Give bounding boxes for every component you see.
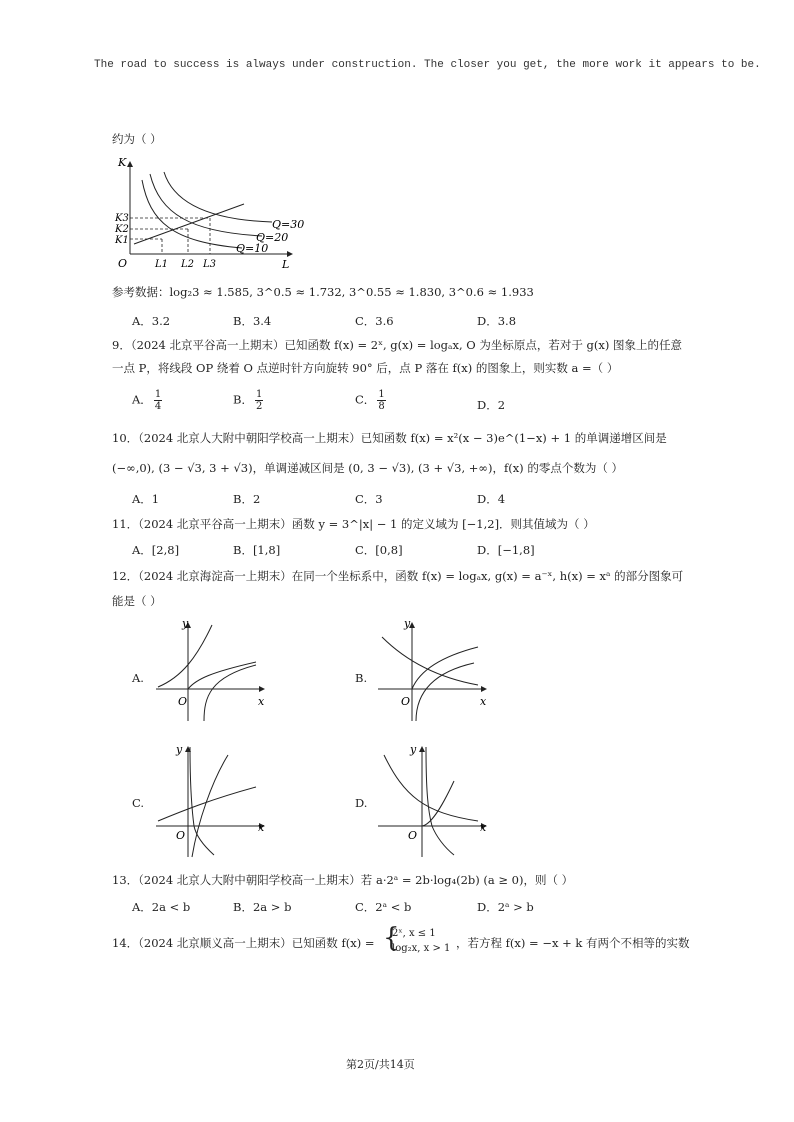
q8-q20: Q=20 — [256, 231, 289, 244]
q9-option-d: D．2 — [477, 398, 506, 412]
header-quote: The road to success is always under construction. The closer you get, the more work it appears to be. — [94, 59, 761, 71]
q12-text-line2: 能是（ ） — [112, 594, 162, 608]
q14-case2: log₂x, x > 1 — [392, 943, 451, 954]
q12-b-y: y — [404, 617, 411, 630]
q12-d-curve-power — [426, 747, 454, 855]
q12-d-y: y — [410, 743, 417, 756]
q12-b-x: x — [480, 695, 487, 708]
q12-a-o: O — [178, 695, 188, 708]
q8-curve-q10 — [142, 180, 242, 248]
q10-text-line1: 10．（2024 北京人大附中朝阳学校高一上期末）已知函数 f(x) = x²(x − 3)e^(1−x) + 1 的单调递增区间是 — [112, 431, 667, 445]
q12-d-o: O — [408, 829, 418, 842]
q11-option-a: A．[2,8] — [132, 543, 180, 557]
q13-option-c: C．2ᵃ < b — [355, 900, 412, 914]
q10-text-line2: (−∞,0), (3 − √3, 3 + √3)，单调递减区间是 (0, 3 − √3), (3 + √3, +∞)，f(x) 的零点个数为（ ） — [112, 461, 623, 475]
q8-q10: Q=10 — [236, 242, 269, 255]
q12-graph-b-label: B. — [355, 671, 368, 685]
q13-option-b: B．2a > b — [233, 900, 292, 914]
q12-d-x: x — [480, 821, 487, 834]
q11-option-d: D．[−1,8] — [477, 543, 535, 557]
q8-intro: 约为（ ） — [112, 132, 162, 146]
q14-case1: 2ˣ, x ≤ 1 — [392, 928, 436, 939]
q12-graph-a — [152, 617, 272, 723]
q8-origin: O — [118, 257, 128, 270]
q12-graph-d-label: D. — [355, 796, 368, 810]
q12-c-y: y — [176, 743, 183, 756]
q8-curve-q20 — [150, 174, 262, 236]
q12-b-curve-exp — [382, 637, 478, 685]
q8-option-a: A．3.2 — [132, 314, 171, 328]
q12-a-x: x — [258, 695, 265, 708]
q8-x-label: L — [282, 258, 290, 271]
q9-text-line1: 9．（2024 北京平谷高一上期末）已知函数 f(x) = 2ˣ, g(x) = logₐx, O 为坐标原点，若对于 g(x) 图象上的任意 — [112, 338, 682, 352]
q12-a-curve-log — [204, 665, 256, 721]
q9-text-line2: 一点 P，将线段 OP 绕着 O 点逆时针方向旋转 90° 后，点 P 落在 f(x) 的图象上，则实数 a =（ ） — [112, 361, 619, 375]
q8-isoquant-figure — [112, 152, 312, 274]
q12-c-o: O — [176, 829, 186, 842]
q12-graph-d — [374, 741, 494, 859]
q8-l2: L2 — [181, 259, 195, 270]
q14-piecewise — [392, 926, 450, 956]
q12-b-o: O — [401, 695, 411, 708]
q8-curve-q30 — [164, 172, 272, 222]
q12-graph-a-label: A. — [132, 671, 144, 685]
q12-c-curve-exp — [158, 787, 256, 821]
q12-text-line1: 12．（2024 北京海淀高一上期末）在同一个坐标系中，函数 f(x) = logₐx, g(x) = a⁻ˣ, h(x) = xᵃ 的部分图象可 — [112, 569, 684, 583]
q8-option-d: D．3.8 — [477, 314, 517, 328]
q8-l3: L3 — [203, 259, 217, 270]
q12-a-curve-power — [188, 662, 256, 689]
q11-text-line1: 11．（2024 北京平谷高一上期末）函数 y = 3^|x| − 1 的定义域为 [−1,2]．则其值域为（ ） — [112, 517, 595, 531]
q14-text-prefix: 14．（2024 北京顺义高一上期末）已知函数 f(x) = — [112, 936, 375, 950]
q14-text-suffix: ，若方程 f(x) = −x + k 有两个不相等的实数 — [456, 936, 690, 950]
q10-option-b: B．2 — [233, 492, 261, 506]
q9-option-c: C． $\frac{1}{8}$ — [355, 389, 385, 412]
q12-a-y: y — [182, 617, 189, 630]
q8-option-c: C．3.6 — [355, 314, 394, 328]
q8-k3: K3 — [115, 213, 129, 224]
q11-option-c: C．[0,8] — [355, 543, 403, 557]
page-footer: 第2页/共14页 — [346, 1058, 415, 1071]
q8-q30: Q=30 — [272, 218, 305, 231]
q12-graph-c — [152, 741, 272, 859]
q8-option-b: B．3.4 — [233, 314, 272, 328]
q12-graph-b — [374, 617, 494, 723]
q10-option-c: C．3 — [355, 492, 383, 506]
q8-l1: L1 — [155, 259, 169, 270]
q9-option-b: B． $\frac{1}{2}$ — [233, 389, 263, 412]
q10-option-a: A．1 — [132, 492, 160, 506]
q11-option-b: B．[1,8] — [233, 543, 281, 557]
q8-y-label: K — [118, 156, 127, 169]
q9-option-a: A． $\frac{1}{4}$ — [132, 389, 162, 412]
q8-reference-data: 参考数据：log₂3 ≈ 1.585, 3^0.5 ≈ 1.732, 3^0.55 ≈ 1.830, 3^0.6 ≈ 1.933 — [112, 285, 534, 299]
q10-option-d: D．4 — [477, 492, 506, 506]
q14-brace: { — [383, 923, 400, 953]
q13-option-a: A．2a < b — [132, 900, 191, 914]
q8-k1: K1 — [115, 235, 129, 246]
q8-k2: K2 — [115, 224, 129, 235]
q13-option-d: D．2ᵃ > b — [477, 900, 534, 914]
q12-d-curve-exp — [384, 755, 478, 821]
q12-graph-c-label: C. — [132, 796, 145, 810]
q12-c-x: x — [258, 821, 265, 834]
q13-text-line1: 13．（2024 北京人大附中朝阳学校高一上期末）若 a·2ᵃ = 2b·log₄(2b) (a ≥ 0)，则（ ） — [112, 873, 574, 887]
